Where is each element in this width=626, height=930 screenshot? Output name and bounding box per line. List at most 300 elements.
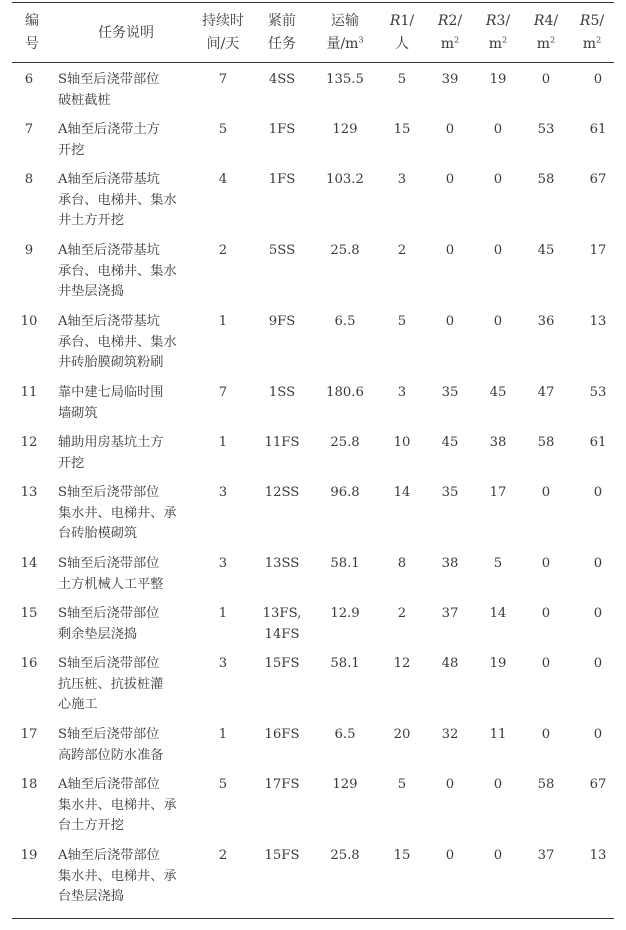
cell-desc xyxy=(58,554,194,604)
cell-id xyxy=(0,383,58,433)
cell-duration-line: 3 xyxy=(218,656,228,671)
cell-id xyxy=(0,554,58,604)
cell-r1 xyxy=(378,170,426,241)
cell-desc-line: 井垫层浇捣 xyxy=(58,284,124,299)
cell-predecessor-line: 4SS xyxy=(268,72,296,87)
cell-duration-line: 7 xyxy=(218,72,228,87)
cell-duration xyxy=(194,383,252,433)
cell-r5-line: 13 xyxy=(589,314,607,329)
cell-r4 xyxy=(522,554,570,604)
cell-id xyxy=(0,725,58,775)
cell-predecessor-line: 1FS xyxy=(268,122,296,137)
cell-r3 xyxy=(474,846,522,917)
cell-r1-line: 5 xyxy=(397,314,407,329)
cell-duration-line: 2 xyxy=(218,243,228,258)
cell-desc xyxy=(58,775,194,846)
cell-id-line: 13 xyxy=(20,485,38,500)
cell-desc-line: 高跨部位防水准备 xyxy=(58,747,164,763)
cell-r5-line: 13 xyxy=(589,848,607,863)
cell-id xyxy=(0,846,58,917)
cell-r3 xyxy=(474,433,522,483)
cell-r4-line: 0 xyxy=(541,727,551,742)
cell-id xyxy=(0,775,58,846)
cell-id-line: 12 xyxy=(20,435,38,450)
cell-desc-line: 开挖 xyxy=(58,455,85,471)
cell-desc-line: 承台、电梯井、集水 xyxy=(58,192,177,208)
cell-desc-line: S轴至后浇带部位 xyxy=(58,656,160,671)
cell-desc-line: S轴至后浇带部位 xyxy=(58,727,160,742)
cell-duration-line: 1 xyxy=(218,727,228,742)
task-table xyxy=(0,70,626,917)
cell-desc-line: 破桩截桩 xyxy=(58,92,111,108)
cell-desc-line: 靠中建七局临时围 xyxy=(58,385,164,400)
cell-r4 xyxy=(522,70,570,120)
cell-id xyxy=(0,170,58,241)
cell-r2-line: 0 xyxy=(445,243,455,258)
cell-r4-line: 47 xyxy=(537,385,555,400)
cell-r5 xyxy=(570,120,626,170)
cell-r4 xyxy=(522,725,570,775)
cell-volume-line: 58.1 xyxy=(330,656,360,671)
header-predecessor: 紧前 任务 xyxy=(268,13,296,52)
cell-r3-line: 0 xyxy=(493,314,503,329)
cell-volume xyxy=(312,775,378,846)
cell-id xyxy=(0,312,58,383)
top-rule xyxy=(12,2,614,3)
cell-r1-line: 2 xyxy=(397,243,407,258)
cell-r5-line: 61 xyxy=(589,122,607,137)
cell-r3-line: 19 xyxy=(489,72,507,87)
cell-duration xyxy=(194,846,252,917)
cell-r1-line: 5 xyxy=(397,777,407,792)
cell-r5-line: 0 xyxy=(593,727,603,742)
table-row xyxy=(0,312,626,383)
cell-r4-line: 0 xyxy=(541,656,551,671)
cell-r3 xyxy=(474,170,522,241)
cell-desc xyxy=(58,241,194,312)
cell-desc-line: A轴至后浇带基坑 xyxy=(58,172,160,187)
cell-desc-line: 辅助用房基坑土方 xyxy=(58,435,164,450)
cell-volume-line: 25.8 xyxy=(330,243,360,258)
bottom-rule xyxy=(12,918,614,919)
cell-r1 xyxy=(378,241,426,312)
cell-r4-line: 45 xyxy=(537,243,555,258)
cell-r3 xyxy=(474,654,522,725)
cell-id-line: 16 xyxy=(20,656,38,671)
cell-id xyxy=(0,433,58,483)
cell-r2 xyxy=(426,654,474,725)
cell-desc-line: 剩余垫层浇捣 xyxy=(58,626,138,642)
cell-predecessor-line: 1SS xyxy=(268,385,296,400)
cell-duration xyxy=(194,70,252,120)
cell-r2-line: 38 xyxy=(441,556,459,571)
cell-r4 xyxy=(522,654,570,725)
cell-r4-line: 37 xyxy=(537,848,555,863)
header-duration: 持续时 间/天 xyxy=(202,13,244,52)
cell-predecessor xyxy=(252,775,312,846)
cell-r4-line: 36 xyxy=(537,314,555,329)
cell-r2-line: 0 xyxy=(445,848,455,863)
cell-desc xyxy=(58,725,194,775)
cell-r1-line: 3 xyxy=(397,172,407,187)
cell-predecessor-line: 12SS xyxy=(264,485,300,500)
cell-volume xyxy=(312,70,378,120)
cell-predecessor-line: 14FS xyxy=(264,626,300,642)
cell-desc xyxy=(58,433,194,483)
cell-r5 xyxy=(570,383,626,433)
cell-r1 xyxy=(378,70,426,120)
cell-r4 xyxy=(522,383,570,433)
cell-volume xyxy=(312,483,378,554)
cell-r1 xyxy=(378,725,426,775)
header-r2: R2/ $m^2$ xyxy=(437,13,463,52)
cell-desc-line: 土方机械人工平整 xyxy=(58,576,164,592)
cell-id-line: 11 xyxy=(20,385,38,400)
cell-predecessor-line: 16FS xyxy=(264,727,300,742)
cell-r5-line: 67 xyxy=(589,172,607,187)
cell-desc-line: A轴至后浇带土方 xyxy=(58,122,160,137)
cell-volume-line: 135.5 xyxy=(326,72,364,87)
cell-r5 xyxy=(570,775,626,846)
cell-r5-line: 17 xyxy=(589,243,607,258)
cell-predecessor-line: 1FS xyxy=(268,172,296,187)
cell-desc-line: S轴至后浇带部位 xyxy=(58,556,160,571)
cell-desc-line: 开挖 xyxy=(58,142,85,158)
table-row xyxy=(0,120,626,170)
cell-r3-line: 19 xyxy=(489,656,507,671)
cell-r1 xyxy=(378,312,426,383)
cell-r5-line: 0 xyxy=(593,485,603,500)
cell-r1 xyxy=(378,433,426,483)
cell-r2 xyxy=(426,70,474,120)
cell-duration xyxy=(194,312,252,383)
cell-predecessor-line: 5SS xyxy=(268,243,296,258)
cell-duration-line: 1 xyxy=(218,606,228,621)
cell-r4 xyxy=(522,120,570,170)
cell-r4-line: 53 xyxy=(537,122,555,137)
cell-predecessor-line: 15FS xyxy=(264,656,300,671)
cell-duration xyxy=(194,241,252,312)
header-desc: 任务说明 xyxy=(98,24,154,41)
cell-desc-line: A轴至后浇带部位 xyxy=(58,777,160,792)
cell-desc xyxy=(58,846,194,917)
cell-id-line: 14 xyxy=(20,556,38,571)
cell-desc xyxy=(58,70,194,120)
cell-r5 xyxy=(570,433,626,483)
cell-desc-line: S轴至后浇带部位 xyxy=(58,72,160,87)
cell-desc-line: A轴至后浇带基坑 xyxy=(58,314,160,329)
cell-predecessor xyxy=(252,70,312,120)
cell-volume xyxy=(312,433,378,483)
cell-r1 xyxy=(378,554,426,604)
cell-r4-line: 58 xyxy=(537,172,555,187)
cell-id-line: 7 xyxy=(24,122,34,137)
cell-volume xyxy=(312,383,378,433)
cell-desc-line: 集水井、电梯井、承 xyxy=(58,868,177,884)
cell-desc-line: 抗压桩、抗拔桩灌 xyxy=(58,676,164,692)
cell-id-line: 8 xyxy=(24,172,34,187)
cell-r5 xyxy=(570,312,626,383)
cell-predecessor xyxy=(252,604,312,654)
cell-predecessor-line: 15FS xyxy=(264,848,300,863)
cell-r3 xyxy=(474,554,522,604)
header-id: 编 号 xyxy=(25,13,39,52)
cell-r3-line: 0 xyxy=(493,243,503,258)
cell-r3-line: 14 xyxy=(489,606,507,621)
cell-r3 xyxy=(474,604,522,654)
table-row xyxy=(0,70,626,120)
cell-id xyxy=(0,604,58,654)
cell-r3 xyxy=(474,120,522,170)
cell-duration-line: 5 xyxy=(218,122,228,137)
cell-duration xyxy=(194,554,252,604)
cell-r3 xyxy=(474,70,522,120)
cell-r5 xyxy=(570,554,626,604)
header-volume: 运输 量$/m^3$ xyxy=(326,13,364,52)
cell-id xyxy=(0,483,58,554)
header-r4: R4/ $m^2$ xyxy=(533,13,559,52)
header-r5: R5/ $m^2$ xyxy=(579,13,605,52)
cell-r1 xyxy=(378,604,426,654)
cell-r2 xyxy=(426,433,474,483)
cell-predecessor xyxy=(252,654,312,725)
cell-volume-line: 96.8 xyxy=(330,485,360,500)
cell-r3-line: 0 xyxy=(493,122,503,137)
cell-duration xyxy=(194,120,252,170)
cell-r5 xyxy=(570,70,626,120)
cell-r5-line: 0 xyxy=(593,656,603,671)
cell-volume-line: 180.6 xyxy=(326,385,364,400)
header-rule xyxy=(12,62,614,63)
cell-r3-line: 17 xyxy=(489,485,507,500)
cell-desc-line: A轴至后浇带部位 xyxy=(58,848,160,863)
cell-r5-line: 67 xyxy=(589,777,607,792)
cell-r1-line: 20 xyxy=(393,727,411,742)
cell-duration-line: 3 xyxy=(218,556,228,571)
cell-predecessor xyxy=(252,120,312,170)
cell-r2 xyxy=(426,483,474,554)
cell-r5-line: 0 xyxy=(593,72,603,87)
cell-r5 xyxy=(570,654,626,725)
cell-id xyxy=(0,241,58,312)
cell-predecessor xyxy=(252,433,312,483)
cell-volume-line: 25.8 xyxy=(330,435,360,450)
cell-r2-line: 0 xyxy=(445,122,455,137)
cell-r3-line: 0 xyxy=(493,848,503,863)
cell-predecessor xyxy=(252,312,312,383)
cell-r1-line: 8 xyxy=(397,556,407,571)
cell-r1-line: 12 xyxy=(393,656,411,671)
cell-volume xyxy=(312,725,378,775)
cell-r2 xyxy=(426,846,474,917)
cell-duration xyxy=(194,433,252,483)
cell-desc-line: A轴至后浇带基坑 xyxy=(58,243,160,258)
cell-duration-line: 2 xyxy=(218,848,228,863)
cell-r5 xyxy=(570,604,626,654)
cell-r2-line: 0 xyxy=(445,172,455,187)
header-r3: R3/ $m^2$ xyxy=(485,13,511,52)
cell-duration-line: 1 xyxy=(218,435,228,450)
table-row xyxy=(0,483,626,554)
cell-r4 xyxy=(522,433,570,483)
cell-r1-line: 10 xyxy=(393,435,411,450)
cell-id xyxy=(0,70,58,120)
cell-volume-line: 58.1 xyxy=(330,556,360,571)
cell-r2 xyxy=(426,554,474,604)
cell-volume xyxy=(312,554,378,604)
cell-id-line: 19 xyxy=(20,848,38,863)
cell-r5-line: 0 xyxy=(593,606,603,621)
cell-r3 xyxy=(474,725,522,775)
cell-r2 xyxy=(426,312,474,383)
table-row xyxy=(0,170,626,241)
cell-desc-line: 承台、电梯井、集水 xyxy=(58,334,177,350)
cell-duration xyxy=(194,725,252,775)
table-row xyxy=(0,383,626,433)
cell-r3 xyxy=(474,312,522,383)
cell-volume xyxy=(312,846,378,917)
cell-r1 xyxy=(378,383,426,433)
cell-duration xyxy=(194,483,252,554)
cell-r2 xyxy=(426,383,474,433)
cell-desc xyxy=(58,654,194,725)
cell-r5 xyxy=(570,483,626,554)
cell-r1 xyxy=(378,654,426,725)
cell-volume-line: 103.2 xyxy=(326,172,364,187)
cell-desc-line: S轴至后浇带部位 xyxy=(58,485,160,500)
cell-volume xyxy=(312,241,378,312)
cell-r4-line: 0 xyxy=(541,485,551,500)
cell-r4 xyxy=(522,775,570,846)
cell-r3-line: 45 xyxy=(489,385,507,400)
cell-predecessor xyxy=(252,554,312,604)
cell-r4-line: 58 xyxy=(537,435,555,450)
cell-r5-line: 61 xyxy=(589,435,607,450)
cell-desc xyxy=(58,312,194,383)
cell-desc-line: 井土方开挖 xyxy=(58,213,124,228)
cell-desc xyxy=(58,483,194,554)
cell-r4-line: 0 xyxy=(541,72,551,87)
cell-r2-line: 32 xyxy=(441,727,459,742)
cell-volume-line: 129 xyxy=(332,777,358,792)
cell-r2-line: 37 xyxy=(441,606,459,621)
cell-r3-line: 11 xyxy=(489,727,507,742)
cell-duration-line: 3 xyxy=(218,485,228,500)
cell-volume-line: 25.8 xyxy=(330,848,360,863)
cell-duration-line: 1 xyxy=(218,314,228,329)
cell-r2 xyxy=(426,170,474,241)
cell-r1-line: 14 xyxy=(393,485,411,500)
cell-r5 xyxy=(570,170,626,241)
cell-predecessor xyxy=(252,170,312,241)
cell-r2-line: 45 xyxy=(441,435,459,450)
cell-desc-line: 承台、电梯井、集水 xyxy=(58,263,177,279)
cell-r4 xyxy=(522,604,570,654)
cell-predecessor xyxy=(252,846,312,917)
cell-volume-line: 6.5 xyxy=(334,727,356,742)
cell-r2-line: 48 xyxy=(441,656,459,671)
cell-r3-line: 38 xyxy=(489,435,507,450)
cell-id-line: 17 xyxy=(20,727,38,742)
cell-volume xyxy=(312,170,378,241)
cell-desc-line: 台垫层浇捣 xyxy=(58,889,124,904)
cell-r1-line: 15 xyxy=(393,848,411,863)
cell-r2-line: 0 xyxy=(445,777,455,792)
cell-r1-line: 5 xyxy=(397,72,407,87)
cell-r5 xyxy=(570,846,626,917)
cell-r4-line: 0 xyxy=(541,606,551,621)
cell-desc-line: 心施工 xyxy=(58,697,98,712)
cell-r4 xyxy=(522,483,570,554)
cell-r5 xyxy=(570,725,626,775)
cell-desc-line: 集水井、电梯井、承 xyxy=(58,505,177,521)
header-r1: R1/ 人 xyxy=(389,13,415,52)
cell-volume xyxy=(312,312,378,383)
cell-volume xyxy=(312,120,378,170)
cell-id-line: 18 xyxy=(20,777,38,792)
cell-r2 xyxy=(426,725,474,775)
cell-r3 xyxy=(474,383,522,433)
cell-r5-line: 53 xyxy=(589,385,607,400)
cell-desc-line: S轴至后浇带部位 xyxy=(58,606,160,621)
table-row xyxy=(0,604,626,654)
cell-predecessor xyxy=(252,241,312,312)
cell-r3-line: 5 xyxy=(493,556,503,571)
cell-r4-line: 58 xyxy=(537,777,555,792)
cell-desc-line: 集水井、电梯井、承 xyxy=(58,797,177,813)
table-row xyxy=(0,846,626,917)
cell-desc xyxy=(58,120,194,170)
cell-r4 xyxy=(522,241,570,312)
table-row xyxy=(0,433,626,483)
cell-r2 xyxy=(426,604,474,654)
cell-duration xyxy=(194,170,252,241)
cell-r3-line: 0 xyxy=(493,777,503,792)
cell-volume-line: 6.5 xyxy=(334,314,356,329)
table-row xyxy=(0,654,626,725)
cell-duration-line: 5 xyxy=(218,777,228,792)
table-row xyxy=(0,725,626,775)
cell-volume xyxy=(312,654,378,725)
cell-id-line: 10 xyxy=(20,314,38,329)
cell-duration xyxy=(194,654,252,725)
cell-r4-line: 0 xyxy=(541,556,551,571)
cell-volume xyxy=(312,604,378,654)
cell-r1-line: 2 xyxy=(397,606,407,621)
cell-desc-line: 台砖胎模砌筑 xyxy=(58,526,138,541)
cell-predecessor-line: 17FS xyxy=(264,777,300,792)
cell-r1 xyxy=(378,483,426,554)
cell-r2-line: 0 xyxy=(445,314,455,329)
cell-predecessor xyxy=(252,483,312,554)
cell-r1-line: 3 xyxy=(397,385,407,400)
cell-volume-line: 129 xyxy=(332,122,358,137)
cell-r3 xyxy=(474,241,522,312)
cell-r3-line: 0 xyxy=(493,172,503,187)
cell-r5-line: 0 xyxy=(593,556,603,571)
table-row xyxy=(0,554,626,604)
cell-duration-line: 4 xyxy=(218,172,228,187)
cell-predecessor-line: 13SS xyxy=(264,556,300,571)
cell-duration xyxy=(194,775,252,846)
cell-desc xyxy=(58,170,194,241)
cell-r2 xyxy=(426,775,474,846)
cell-predecessor xyxy=(252,383,312,433)
cell-r2-line: 39 xyxy=(441,72,459,87)
cell-r3 xyxy=(474,483,522,554)
cell-r4 xyxy=(522,170,570,241)
cell-r2-line: 35 xyxy=(441,385,459,400)
